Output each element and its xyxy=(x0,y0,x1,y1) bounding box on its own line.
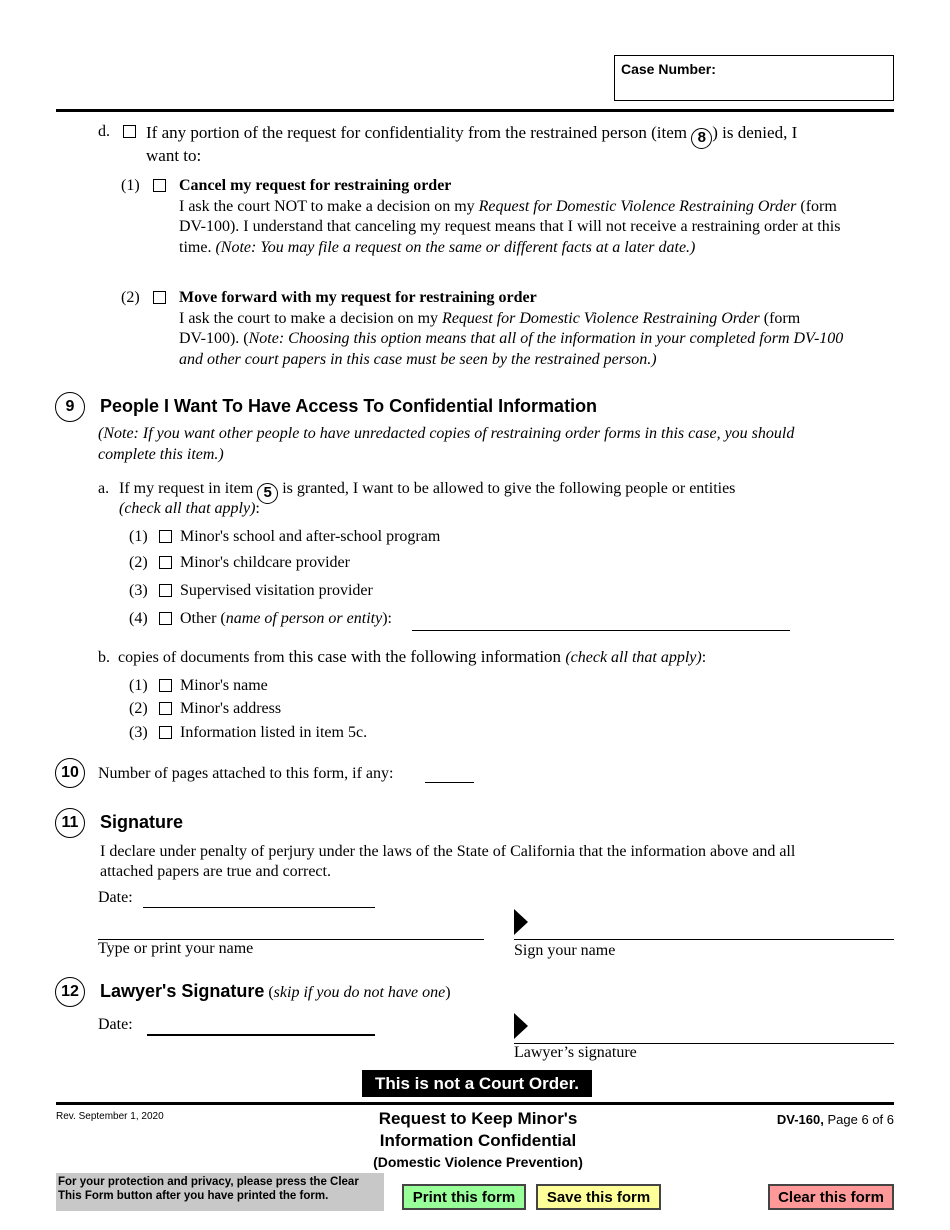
item9b-text-ital: (check all that apply) xyxy=(565,649,702,666)
item9a-text-pre: If my request in item xyxy=(119,480,258,497)
item11-declaration-line1: I declare under penalty of perjury under the laws of the State of California that the information above and all xyxy=(100,843,796,860)
form-title-line2: Information Confidential xyxy=(379,1131,577,1150)
item9b-opt2-label: Minor's address xyxy=(180,700,282,717)
form-page-number xyxy=(777,1112,894,1127)
item11-number: 11 xyxy=(61,814,79,831)
item9a-opt2-checkbox[interactable] xyxy=(159,556,172,569)
item9a-opt4-label xyxy=(180,609,392,629)
item9a-opt4-checkbox[interactable] xyxy=(159,612,172,625)
item9-note-line2: complete this item.) xyxy=(98,446,224,463)
item9a-letter: a. xyxy=(98,480,110,497)
item8d-opt2-line1 xyxy=(179,309,800,329)
opt2-l1-ital: Request for Domestic Violence Restraining Order xyxy=(442,310,760,327)
opt1-l1-ital: Request for Domestic Violence Restraining Order xyxy=(478,198,797,215)
item8d-opt1-checkbox[interactable] xyxy=(153,179,166,192)
not-court-order-text: This is not a Court Order. xyxy=(374,1073,580,1093)
item11-sign-here-arrow-icon xyxy=(514,909,528,935)
item8d-opt2-title: Move forward with my request for restraining order xyxy=(179,289,537,306)
item9a-other-pre: Other ( xyxy=(180,610,226,627)
revision-date: Rev. September 1, 2020 xyxy=(56,1111,164,1122)
opt2-l1-pre: I ask the court to make a decision on my xyxy=(179,310,443,327)
item9-number-circle xyxy=(55,392,85,422)
item8d-opt2-checkbox[interactable] xyxy=(153,291,166,304)
item9a-other-post: ): xyxy=(382,610,392,627)
save-form-label: Save this form xyxy=(546,1188,651,1206)
privacy-notice xyxy=(56,1173,384,1211)
item8d-opt1-title: Cancel my request for restraining order xyxy=(179,177,452,194)
item9a-sub-ital: (check all that apply) xyxy=(119,500,256,517)
item9b-opt2-num: (2) xyxy=(129,700,148,717)
item8d-opt2-line3: and other court papers in this case must be seen by the restrained person.) xyxy=(179,351,657,368)
case-number-box[interactable] xyxy=(614,55,894,101)
item10-number-circle xyxy=(55,758,85,788)
item9-title: People I Want To Have Access To Confidential Information xyxy=(100,396,598,416)
item11-sign-label: Sign your name xyxy=(514,942,616,959)
item8d-opt1-num: (1) xyxy=(121,177,140,194)
item9a-text-post: is granted, I want to be allowed to give the following people or entities xyxy=(278,480,736,497)
opt1-l1-post: (form xyxy=(796,198,837,215)
item12-number-circle xyxy=(55,977,85,1007)
item9b-opt3-label: Information listed in item 5c. xyxy=(180,724,368,741)
item10-number: 10 xyxy=(61,764,79,781)
item11-title: Signature xyxy=(100,812,184,832)
opt2-l2-pre: DV-100). ( xyxy=(179,330,249,347)
print-form-button[interactable] xyxy=(402,1184,526,1210)
item9a-opt4-num: (4) xyxy=(129,610,148,627)
item9a-opt1-label: Minor's school and after-school program xyxy=(180,528,441,545)
item10-text: Number of pages attached to this form, if any: xyxy=(98,765,394,782)
item9a-sub xyxy=(119,499,260,519)
item11-name-label: Type or print your name xyxy=(98,940,254,957)
item8d-text-pre: If any portion of the request for confidentiality from the restrained person (item xyxy=(146,123,692,142)
form-id: DV-160, xyxy=(776,1112,824,1127)
item11-signature-field[interactable] xyxy=(514,939,894,940)
item11-number-circle xyxy=(55,808,85,838)
item12-title: Lawyer's Signature xyxy=(100,981,265,1001)
item12-heading xyxy=(100,981,451,1003)
item9a-sub-colon: : xyxy=(255,500,260,517)
item8d-opt2-line2 xyxy=(179,329,843,349)
item12-date-label: Date: xyxy=(98,1016,133,1033)
item11-declaration-line2: attached papers are true and correct. xyxy=(100,863,331,880)
opt2-l2-ital: Note: Choosing this option means that all of the information in your completed form DV-100 xyxy=(248,330,844,347)
item9a-other-ital: name of person or entity xyxy=(225,610,383,627)
form-title xyxy=(320,1108,636,1172)
item11-date-field[interactable] xyxy=(143,907,375,908)
item9a-other-field[interactable] xyxy=(412,630,790,631)
item9b-opt1-num: (1) xyxy=(129,677,148,694)
save-form-button[interactable] xyxy=(536,1184,661,1210)
header-rule xyxy=(56,109,894,112)
item9b-text-mid: this case with the following information xyxy=(288,647,566,666)
item8d-checkbox[interactable] xyxy=(123,125,136,138)
item8d-text-line2: want to: xyxy=(146,146,202,165)
item9a-opt1-num: (1) xyxy=(129,528,148,545)
item12-number: 12 xyxy=(61,983,79,1000)
item8d-letter: d. xyxy=(98,123,110,140)
item9a-ref-circle xyxy=(257,483,278,504)
item9b-text-post: : xyxy=(701,649,707,666)
item9b-opt3-num: (3) xyxy=(129,724,148,741)
form-subtitle: (Domestic Violence Prevention) xyxy=(373,1154,583,1170)
item10-pages-field[interactable] xyxy=(425,782,474,783)
item8d-ref: 8 xyxy=(697,129,706,146)
item9-note-line1: (Note: If you want other people to have unredacted copies of restraining order forms in this case, you should xyxy=(98,425,795,442)
item9b-text-pre: copies of documents from xyxy=(118,649,289,666)
privacy-notice-line1: For your protection and privacy, please press the Clear xyxy=(58,1176,359,1188)
item9a-opt2-label: Minor's childcare provider xyxy=(180,554,350,571)
not-court-order-banner xyxy=(362,1070,592,1097)
item9a-opt2-num: (2) xyxy=(129,554,148,571)
clear-form-button[interactable] xyxy=(768,1184,894,1210)
item9b-opt2-checkbox[interactable] xyxy=(159,702,172,715)
item9b-opt1-label: Minor's name xyxy=(180,677,268,694)
item8d-text-post: ) is denied, I xyxy=(712,123,798,142)
opt1-l1-pre: I ask the court NOT to make a decision on my xyxy=(179,198,479,215)
form-title-line1: Request to Keep Minor's xyxy=(378,1109,578,1128)
item8d-opt2-num: (2) xyxy=(121,289,140,306)
item12-date-field[interactable] xyxy=(147,1034,375,1036)
item12-sign-here-arrow-icon xyxy=(514,1013,528,1039)
item9-number: 9 xyxy=(65,398,75,415)
page-number: Page 6 of 6 xyxy=(823,1112,894,1127)
item11-date-label: Date: xyxy=(98,889,133,906)
item12-skip-pre: ( xyxy=(264,984,274,1001)
item9b-letter: b. xyxy=(98,649,110,666)
footer-rule xyxy=(56,1102,894,1105)
item8d-text xyxy=(146,122,906,149)
item8d-opt1-line2: DV-100). I understand that canceling my request means that I will not receive a restraining order at this xyxy=(179,218,841,235)
item12-skip-ital: skip if you do not have one xyxy=(273,984,446,1001)
clear-form-label: Clear this form xyxy=(778,1188,884,1206)
item8d-ref-circle xyxy=(691,128,712,149)
item8d-opt1-line3 xyxy=(179,238,695,258)
item9a-opt3-label: Supervised visitation provider xyxy=(180,582,373,599)
case-number-label: Case Number: xyxy=(621,61,716,77)
item9a-opt1-checkbox[interactable] xyxy=(159,530,172,543)
opt2-l1-post: (form xyxy=(759,310,801,327)
item12-sign-label: Lawyer’s signature xyxy=(514,1044,637,1061)
opt1-l3-pre: time. xyxy=(179,239,216,256)
item9b-opt3-checkbox[interactable] xyxy=(159,726,172,739)
item8d-opt1-line1 xyxy=(179,197,837,217)
opt1-l3-ital: (Note: You may file a request on the same or different facts at a later date.) xyxy=(215,239,696,256)
privacy-notice-line2: This Form button after you have printed the form. xyxy=(58,1190,329,1202)
item9a-opt3-checkbox[interactable] xyxy=(159,584,172,597)
item9a-ref: 5 xyxy=(263,484,272,501)
print-form-label: Print this form xyxy=(412,1188,516,1206)
item9a-opt3-num: (3) xyxy=(129,582,148,599)
item12-skip-post: ) xyxy=(445,984,451,1001)
item9b-text xyxy=(98,647,706,668)
item9b-opt1-checkbox[interactable] xyxy=(159,679,172,692)
